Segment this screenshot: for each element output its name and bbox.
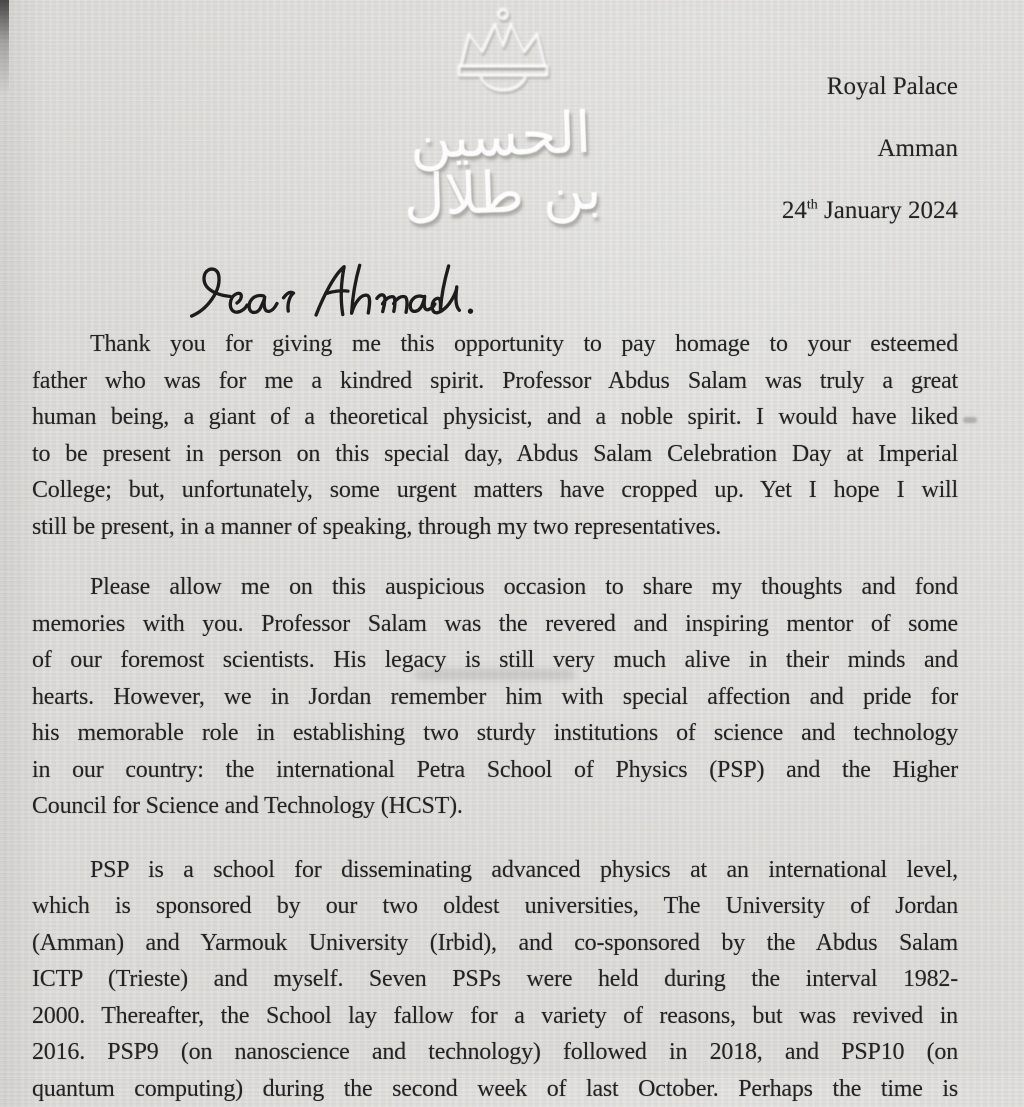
letter-line: still be present, in a manner of speaking, through my two representatives. xyxy=(32,509,958,546)
letter-line: to be present in person on this special day, Abdus Salam Celebration Day at Imperial xyxy=(32,436,958,473)
royal-cypher-calligraphy: الحسين بن طلال xyxy=(393,106,612,227)
letter-line: PSP is a school for disseminating advanced physics at an international level, xyxy=(32,852,958,889)
letterhead-city: Amman xyxy=(782,134,958,164)
letter-line: hearts. However, we in Jordan remember him with special affection and pride for xyxy=(32,679,958,716)
paragraph-3 xyxy=(32,852,958,1107)
date-rest: January 2024 xyxy=(818,197,958,224)
letter-line: memories with you. Professor Salam was the revered and inspiring mentor of some xyxy=(32,606,958,643)
letter-line: father who was for me a kindred spirit. Professor Abdus Salam was truly a great xyxy=(32,363,958,400)
scan-edge-artifact xyxy=(0,0,9,95)
scan-smudge xyxy=(415,669,575,680)
letterhead-block xyxy=(782,72,958,258)
letter-line: his memorable role in establishing two sturdy institutions of science and technology xyxy=(32,715,958,752)
letter-line: human being, a giant of a theoretical physicist, and a noble spirit. I would have liked xyxy=(32,399,958,436)
embossed-crest xyxy=(395,2,610,224)
scan-speck xyxy=(963,417,977,423)
date-day: 24 xyxy=(782,197,807,224)
letterhead-date xyxy=(782,196,958,226)
letter-line: Council for Science and Technology (HCST). xyxy=(32,788,958,825)
letter-line: 2000. Thereafter, the School lay fallow for a variety of reasons, but was revived in xyxy=(32,998,958,1035)
letter-line: quantum computing) during the second week of last October. Perhaps the time is xyxy=(32,1071,958,1107)
letter-line: Thank you for giving me this opportunity to pay homage to your esteemed xyxy=(32,326,958,363)
letter-line: ICTP (Trieste) and myself. Seven PSPs were held during the interval 1982- xyxy=(32,961,958,998)
letterhead-office: Royal Palace xyxy=(782,72,958,102)
paragraph-1 xyxy=(32,326,958,545)
letter-line: which is sponsored by our two oldest universities, The University of Jordan xyxy=(32,888,958,925)
letter-line: of our foremost scientists. His legacy is still very much alive in their minds and xyxy=(32,642,958,679)
date-ordinal: th xyxy=(807,198,818,213)
handwriting-strokes xyxy=(178,258,478,336)
letter-line: in our country: the international Petra School of Physics (PSP) and the Higher xyxy=(32,752,958,789)
letter-line: College; but, unfortunately, some urgent matters have cropped up. Yet I hope I will xyxy=(32,472,958,509)
letter-body xyxy=(32,326,958,1107)
letter-line: 2016. PSP9 (on nanoscience and technology) followed in 2018, and PSP10 (on xyxy=(32,1034,958,1071)
letter-line: (Amman) and Yarmouk University (Irbid), and co-sponsored by the Abdus Salam xyxy=(32,925,958,962)
letter-line: Please allow me on this auspicious occasion to share my thoughts and fond xyxy=(32,569,958,606)
royal-crown-icon xyxy=(437,2,569,102)
handwritten-salutation xyxy=(178,258,478,336)
paragraph-2 xyxy=(32,569,958,825)
